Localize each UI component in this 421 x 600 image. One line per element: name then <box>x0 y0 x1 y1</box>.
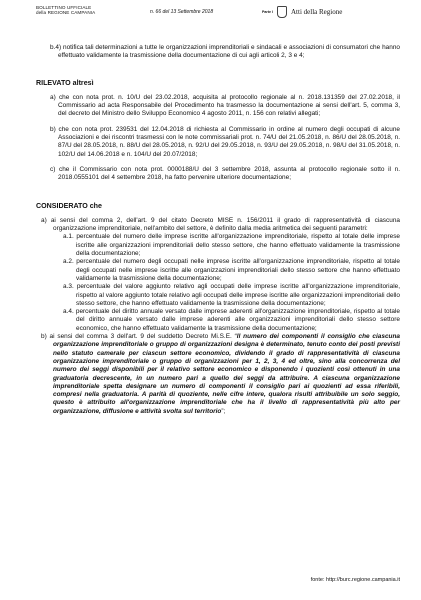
considerato-heading: CONSIDERATO che <box>36 201 102 210</box>
considerato-b-intro: b) ai sensi del comma 3 dell'art. 9 del suddetto Decreto Mi.S.E. “ <box>41 333 237 341</box>
considerato-item-a2: a.2. percentuale del numero degli occupati nelle imprese iscritte all'organizzazione imprenditoriale, rispetto al totale degli occupati nelle imprese iscritte alle organizzazioni imprenditoriali dello stesso settore che hanno effettuato validamente la trasmissione della documentazione; <box>63 258 400 282</box>
paragraph-b4: b.4) notifica tali determinazioni a tutte le organizzazioni imprenditoriali e sindacali e associazioni di consumatori che hanno effettuato validamente la trasmissione della documentazione di cui agli articoli 2, 3 e 4; <box>50 44 400 60</box>
parte-label: Parte I <box>262 10 273 14</box>
rilevato-item-c: c) che il Commissario con nota prot. 0000188/U del 3 settembre 2018, assunta al protocollo regionale sotto il n. 2018.0555101 del 4 settembre 2018, ha fatto pervenire ulteriore documentazione; <box>50 165 400 182</box>
atti-title: Atti della Regione <box>291 8 343 16</box>
rilevato-item-b: b) che con nota prot. 239531 del 12.04.2018 di richiesta al Commissario in ordine al numero degli occupati di alcune Associazioni e dei riscontri trasmessi con le note commissariali prot. n. 74/U del 21.05.2018, n. 86/U del 28.05.2018, n. 87/U del 28.05.2018, n. 88/U del 28.05.2018, n. 92/U del 29.05.2018, n. 93/U del 29.05.2018, n. 98/U del 31.05.2018, n. 102/U del 14.06.2018 e n. 104/U del 20.07/2018; <box>50 125 400 158</box>
bollettino-line1: BOLLETTINO UFFICIALE <box>36 5 92 10</box>
document-body <box>36 44 400 416</box>
source-footer: fonte: http://burc.regione.campania.it <box>310 577 400 583</box>
rilevato-item-a: a) che con nota prot. n. 10/U del 23.02.2018, acquisita al protocollo regionale al n. 2018.131359 del 27.02.2018, il Commissario ad acta Responsabile del Procedimento ha trasmesso la documentazione ai sensi dell'art. 5, comma 3, del decreto del Ministro dello Sviluppo Economico 4 agosto 2011, n. 156 con relativi allegati; <box>50 93 400 118</box>
region-shield-icon <box>277 6 287 18</box>
issue-number: n. 66 del 13 Settembre 2018 <box>150 9 214 15</box>
considerato-item-b <box>36 333 400 416</box>
page-header <box>0 0 421 28</box>
considerato-item-a1: a.1. percentuale del numero delle imprese iscritte all'organizzazione imprenditoriale, rispetto al totale delle imprese iscritte alle organizzazioni imprenditoriali dello stesso settore, che hanno effettuato validamente la trasmissione della documentazione; <box>63 233 400 258</box>
considerato-item-a4: a.4. percentuale del diritto annuale versato dalle imprese aderenti all'organizzazione imprenditoriale, rispetto al totale del diritto annuale versato dalle imprese aderenti alle organizzazioni imprenditoriali dello stesso settore economico, che hanno effettuato validamente la trasmissione della documentazione; <box>63 308 400 332</box>
atti-regione-label <box>262 6 342 18</box>
bollettino-label <box>36 5 102 16</box>
considerato-item-a: a) ai sensi del comma 2, dell'art. 9 del citato Decreto MISE n. 156/2011 il grado di rappresentatività di ciascuna organizzazione imprenditoriale, nell'ambito del settore, è definito dalla media aritmetica dei seguenti parametri: <box>41 216 400 233</box>
bollettino-line2: della REGIONE CAMPANIA <box>36 10 96 16</box>
considerato-item-a3: a.3. percentuale del valore aggiunto relativo agli occupati delle imprese iscritte all'organizzazione imprenditoriale, rispetto al valore aggiunto totale relativo agli occupati delle imprese iscritte alle organizzazioni imprenditoriali dello stesso settore, che hanno effettuato validamente la trasmissione della documentazione; <box>63 283 400 307</box>
considerato-b-end: ”; <box>221 407 226 415</box>
considerato-b-quote: Il numero dei componenti il consiglio che ciascuna organizzazione imprenditoriale o gruppo di organizzazioni designa è determinato, tenuto conto dei posti previsti nello statuto camerale per ciascun settore economico, dividendo il grado di rappresentatività di ciascuna organizzazione imprenditoriale o gruppo di organizzazioni per 1, 2, 3, 4 ed oltre, sino alla concorrenza del numero dei seggi disponibili per il relativo settore economico e disponendo i quozienti così ottenuti in una graduatoria decrescente, in un numero pari a quello dei seggi da attribuire. A ciascuna organizzazione imprenditoriale spetta designare un numero di componenti il consiglio pari ai quozienti ad essa riferibili, compresi nella graduatoria. A parità di quoziente, nelle cifre intere, qualora risulti attribuibile un solo seggio, questo è attribuito all'organizzazione imprenditoriale che ha il livello di rappresentatività più alto per organizzazione, diffusione e attività svolta sul territorio <box>53 333 400 415</box>
rilevato-heading: RILEVATO altresì <box>36 78 94 87</box>
